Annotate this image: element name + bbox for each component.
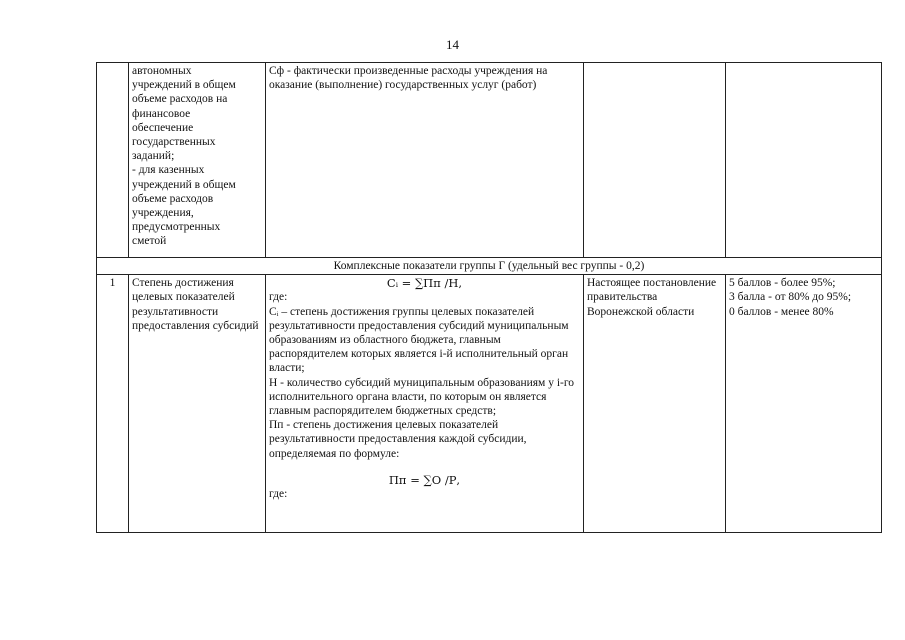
formula-cell [266,63,584,258]
indicators-table [96,62,882,533]
criteria-line: объеме расходов на [132,93,228,106]
criteria-line: обеспечение [132,121,194,134]
source-cell [584,63,726,258]
group-header-row [97,258,882,275]
criteria-line: - для казенных [132,164,205,177]
where-label: где: [269,291,288,304]
page-number: 14 [446,37,459,52]
formula-cell [266,275,584,533]
table-row [97,63,882,258]
table-row [97,275,882,533]
criteria-line: учреждений в общем [132,79,236,92]
criteria-line: автономных [132,65,192,77]
where-label: где: [269,488,288,501]
number-cell [97,63,129,258]
criteria-line: объеме расходов [132,192,214,205]
second-formula: Пп = ∑О /Р, [388,472,461,487]
definition-p: Пп - степень достижения целевых показателей результативности предоставления каждой субсидии, определяемая по формуле: [269,419,527,460]
definition-h: Н - количество субсидий муниципальным образованиям у i-го исполнительного органа власти, по которым он является главным распорядителем бюджетных средств; [269,376,575,418]
criteria-line: учреждений в общем [132,178,236,191]
criteria-line: сметой [132,235,167,248]
main-formula: Cᵢ = ∑Пп /Н, [386,276,463,291]
group-title: Комплексные показатели группы Г (удельный вес группы - 0,2) [97,258,882,275]
criteria-line: предусмотренных [132,221,221,234]
criteria-line: учреждения, [132,207,194,220]
scores-cell [726,275,882,533]
definition-c: Cᵢ – степень достижения группы целевых показателей результативности предоставления субсидий муниципальным образованиям из областного бюджета, главным распорядителем которых является i-й исполнительный орган власти; [269,305,569,375]
criteria-line: государственных [132,136,216,149]
score-line: 3 балла - от 80% до 95%; [729,291,852,304]
row-number: 1 [97,275,129,533]
score-line: 5 баллов - более 95%; [729,277,836,290]
criteria-cell [129,63,266,258]
criteria-line: заданий; [132,150,175,163]
criteria-line: финансовое [132,107,191,120]
indicator-name: Степень достижения целевых показателей результативности предоставления субсидий [129,275,266,533]
scores-cell [726,63,882,258]
score-line: 0 баллов - менее 80% [729,305,834,318]
formula-definition: Сф - фактически произведенные расходы учреждения на оказание (выполнение) государственных услуг (работ) [269,65,548,92]
source-document: Настоящее постановление правительства Воронежской области [584,275,726,533]
